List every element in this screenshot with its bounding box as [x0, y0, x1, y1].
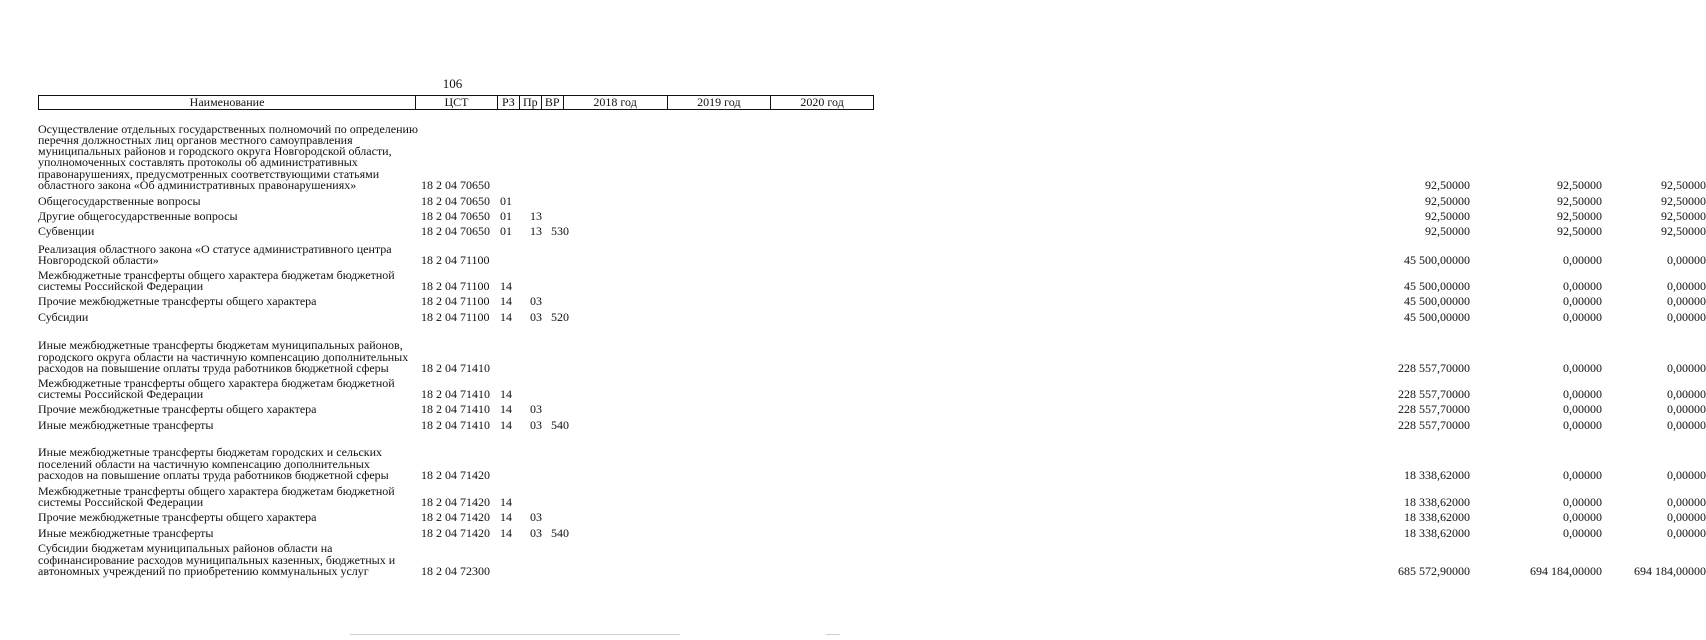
row-2019: 0,00000: [1563, 509, 1602, 524]
row-2020: 92,50000: [1661, 208, 1706, 223]
row-2019: 0,00000: [1563, 252, 1602, 267]
row-name: Иные межбюджетные трансферты бюджетам городских и сельских поселений области на частичную компенсацию дополнительных расходов на повышение оплаты труда работников бюджетной сферы: [38, 445, 389, 482]
row-2020: 0,00000: [1667, 293, 1706, 308]
row-pr: 03: [530, 525, 542, 540]
row-cst: 18 2 04 71410: [421, 417, 490, 432]
row-name: Межбюджетные трансферты общего характера бюджетам бюджетной системы Российской Федерации: [38, 483, 395, 509]
row-2018: 228 557,70000: [1398, 386, 1470, 401]
row-cst: 18 2 04 70650: [421, 208, 490, 223]
header-2020: 2020 год: [800, 95, 844, 109]
row-name: Реализация областного закона «О статусе административного центра Новгородской области»: [38, 241, 392, 267]
row-cst: 18 2 04 71100: [421, 252, 490, 267]
row-2018: 228 557,70000: [1398, 360, 1470, 375]
row-2019: 0,00000: [1563, 494, 1602, 509]
row-name: Субсидии бюджетам муниципальных районов области на софинансирование расходов муниципальных казенных, бюджетных и автономных учреждений по приобретению коммунальных услуг: [38, 541, 396, 578]
table-row: [38, 241, 1706, 267]
row-2020: 0,00000: [1667, 360, 1706, 375]
row-2018: 92,50000: [1425, 177, 1470, 192]
row-cst: 18 2 04 71100: [421, 293, 490, 308]
row-2019: 0,00000: [1563, 467, 1602, 482]
row-pr: 03: [530, 401, 542, 416]
row-pr: 03: [530, 293, 542, 308]
row-cst: 18 2 04 70650: [421, 193, 490, 208]
row-2018: 18 338,62000: [1404, 467, 1470, 482]
row-cst: 18 2 04 71410: [421, 401, 490, 416]
header-2019: 2019 год: [668, 96, 772, 109]
row-rz: 14: [500, 278, 512, 293]
row-2018: 228 557,70000: [1398, 401, 1470, 416]
row-pr: 13: [530, 223, 542, 238]
row-2019: 0,00000: [1563, 401, 1602, 416]
row-cst: 18 2 04 71420: [421, 525, 490, 540]
table-header: [38, 95, 874, 110]
row-rz: 14: [500, 309, 512, 324]
row-cst: 18 2 04 71410: [421, 360, 490, 375]
row-rz: 14: [500, 509, 512, 524]
row-cst: 18 2 04 71420: [421, 467, 490, 482]
table-row: [38, 525, 1706, 540]
row-2018: 685 572,90000: [1398, 563, 1470, 578]
row-rz: 14: [500, 417, 512, 432]
row-2019: 92,50000: [1557, 208, 1602, 223]
row-rz: 14: [500, 293, 512, 308]
table-row: [38, 318, 1706, 375]
row-2020: 92,50000: [1661, 193, 1706, 208]
row-2020: 0,00000: [1667, 309, 1706, 324]
row-rz: 14: [500, 386, 512, 401]
row-name: Иные межбюджетные трансферты бюджетам муниципальных районов, городского округа области на частичную компенсацию дополнительных расходов на повышение оплаты труда работников бюджетной сферы: [38, 338, 409, 375]
row-2018: 228 557,70000: [1398, 417, 1470, 432]
table-row: [38, 375, 1706, 401]
row-2018: 92,50000: [1425, 193, 1470, 208]
row-2019: 0,00000: [1563, 386, 1602, 401]
row-2018: 18 338,62000: [1404, 494, 1470, 509]
row-2018: 45 500,00000: [1404, 252, 1470, 267]
row-2020: 92,50000: [1661, 223, 1706, 238]
row-rz: 14: [500, 525, 512, 540]
row-name: Осуществление отдельных государственных полномочий по определению перечня должностных лиц органов местного самоуправления муниципальных районов и городского округа Новгородской области, уполномоченных составлять протоколы об административных правонарушениях, предусмотренных соответствующими статьями областного закона «Об административных правонарушениях»: [38, 121, 418, 192]
row-name: Иные межбюджетные трансферты: [38, 417, 214, 432]
scan-artifact: [350, 634, 680, 635]
row-cst: 18 2 04 70650: [421, 223, 490, 238]
row-2020: 92,50000: [1661, 177, 1706, 192]
table-row: [38, 293, 1706, 308]
row-2018: 45 500,00000: [1404, 293, 1470, 308]
row-vr: 520: [551, 309, 569, 324]
row-vr: 540: [551, 525, 569, 540]
row-2018: 92,50000: [1425, 208, 1470, 223]
row-name: Межбюджетные трансферты общего характера бюджетам бюджетной системы Российской Федерации: [38, 267, 395, 293]
table-row: [38, 113, 1706, 192]
row-vr: 530: [551, 223, 569, 238]
table-row: [38, 267, 1706, 293]
header-name: Наименование: [39, 96, 416, 109]
row-pr: 13: [530, 208, 542, 223]
table-row: [38, 401, 1706, 416]
row-2019: 0,00000: [1563, 278, 1602, 293]
row-2020: 0,00000: [1667, 509, 1706, 524]
row-2020: 0,00000: [1667, 494, 1706, 509]
table-row: [38, 223, 1706, 238]
row-name: Прочие межбюджетные трансферты общего характера: [38, 509, 317, 524]
row-vr: 540: [551, 417, 569, 432]
row-2020: 0,00000: [1667, 252, 1706, 267]
scan-artifact: [826, 634, 840, 635]
row-pr: 03: [530, 509, 542, 524]
row-cst: 18 2 04 71410: [421, 386, 490, 401]
row-rz: 01: [500, 223, 512, 238]
page-number: 106: [442, 76, 463, 91]
row-2019: 0,00000: [1563, 360, 1602, 375]
row-2019: 92,50000: [1557, 177, 1602, 192]
table-row: [38, 541, 1706, 578]
header-vr: ВР: [542, 96, 564, 109]
row-name: Иные межбюджетные трансферты: [38, 525, 214, 540]
row-pr: 03: [530, 309, 542, 324]
row-2020: 0,00000: [1667, 278, 1706, 293]
row-2018: 18 338,62000: [1404, 509, 1470, 524]
row-2019: 92,50000: [1557, 223, 1602, 238]
row-2019: 0,00000: [1563, 525, 1602, 540]
row-cst: 18 2 04 72300: [421, 563, 490, 578]
header-pr: Пр: [520, 96, 542, 109]
row-2018: 18 338,62000: [1404, 525, 1470, 540]
row-2018: 92,50000: [1425, 223, 1470, 238]
row-2018: 45 500,00000: [1404, 278, 1470, 293]
header-2018: 2018 год: [564, 96, 668, 109]
table-row: [38, 436, 1706, 482]
header-cst: ЦСТ: [416, 96, 498, 109]
table-row: [38, 509, 1706, 524]
row-cst: 18 2 04 71100: [421, 278, 490, 293]
row-2020: 0,00000: [1667, 386, 1706, 401]
row-cst: 18 2 04 70650: [421, 177, 490, 192]
row-2019: 0,00000: [1563, 309, 1602, 324]
row-2019: 694 184,00000: [1530, 563, 1602, 578]
table-row: [38, 193, 1706, 208]
row-2019: 92,50000: [1557, 193, 1602, 208]
table-row: [38, 208, 1706, 223]
row-name: Другие общегосударственные вопросы: [38, 208, 238, 223]
row-2019: 0,00000: [1563, 417, 1602, 432]
row-rz: 14: [500, 494, 512, 509]
row-2020: 694 184,00000: [1634, 563, 1706, 578]
row-rz: 14: [500, 401, 512, 416]
row-2018: 45 500,00000: [1404, 309, 1470, 324]
row-rz: 01: [500, 193, 512, 208]
row-name: Прочие межбюджетные трансферты общего характера: [38, 401, 317, 416]
header-rz: РЗ: [498, 96, 520, 109]
row-name: Межбюджетные трансферты общего характера бюджетам бюджетной системы Российской Федерации: [38, 375, 395, 401]
row-cst: 18 2 04 71420: [421, 509, 490, 524]
row-cst: 18 2 04 71420: [421, 494, 490, 509]
row-name: Субвенции: [38, 223, 95, 238]
row-pr: 03: [530, 417, 542, 432]
row-name: Прочие межбюджетные трансферты общего характера: [38, 293, 317, 308]
row-2020: 0,00000: [1667, 467, 1706, 482]
row-rz: 01: [500, 208, 512, 223]
row-cst: 18 2 04 71100: [421, 309, 490, 324]
row-2020: 0,00000: [1667, 401, 1706, 416]
row-2019: 0,00000: [1563, 293, 1602, 308]
table-row: [38, 483, 1706, 509]
row-name: Субсидии: [38, 309, 89, 324]
row-2020: 0,00000: [1667, 417, 1706, 432]
row-name: Общегосударственные вопросы: [38, 193, 201, 208]
row-2020: 0,00000: [1667, 525, 1706, 540]
table-row: [38, 417, 1706, 432]
